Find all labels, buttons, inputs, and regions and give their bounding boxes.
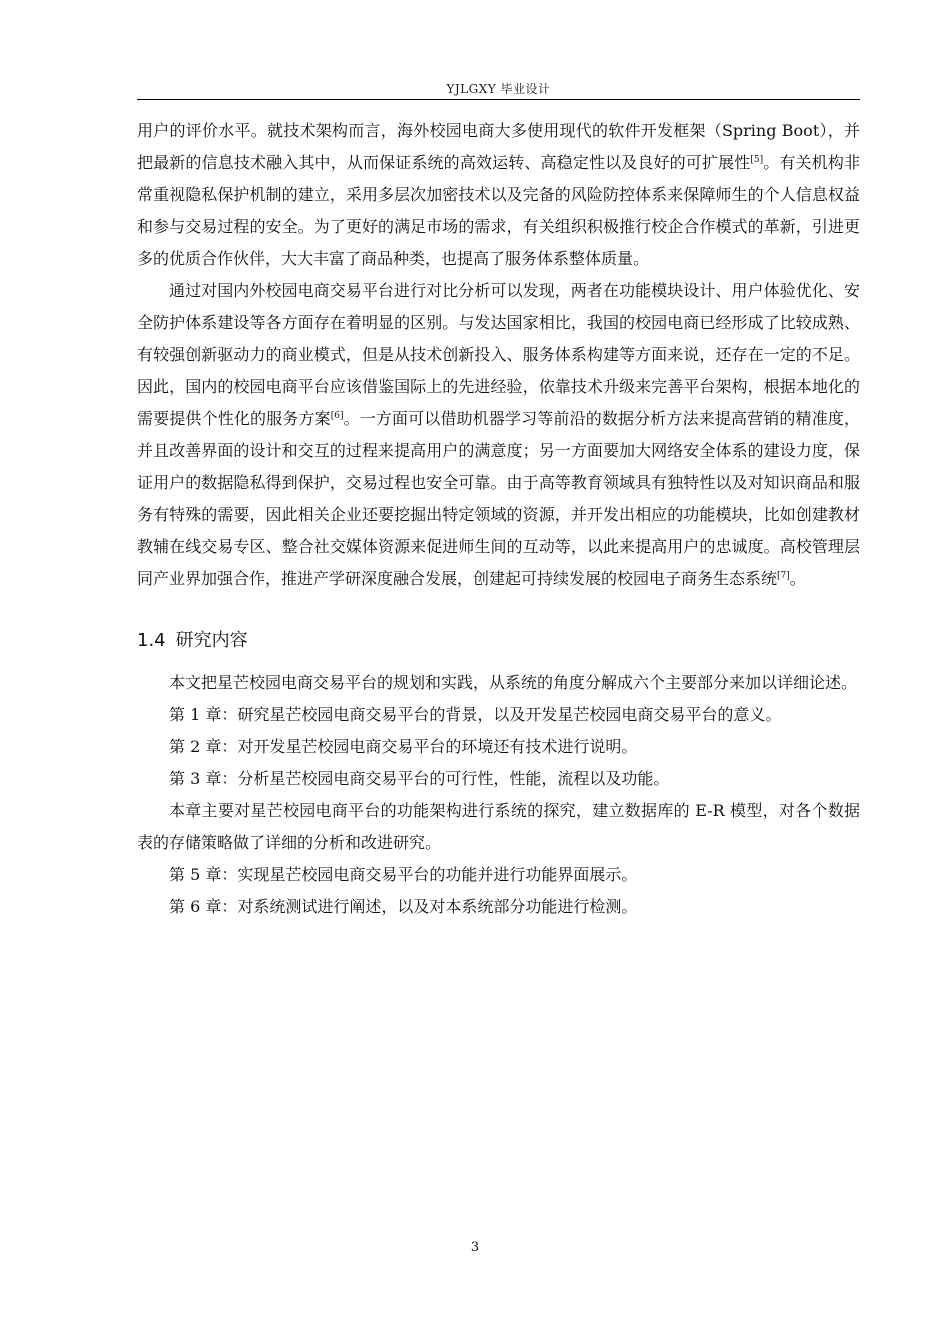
citation-ref: [5] <box>750 155 764 165</box>
page-header: YJLGXY 毕业设计 <box>446 82 551 96</box>
paragraph-text: 用户的评价水平。就技术架构而言，海外校园电商大多使用现代的软件开发框架（Spring Boot），并把最新的信息技术融入其中，从而保证系统的高效运转、高稳定性以及良好的可扩展性 <box>137 121 860 172</box>
citation-ref: [6] <box>330 411 344 421</box>
paragraph-text: 通过对国内外校园电商交易平台进行对比分析可以发现，两者在功能模块设计、用户体验优化、安全防护体系建设等各方面存在着明显的区别。与发达国家相比，我国的校园电商已经形成了比较成熟、有较强创新驱动力的商业模式，但是从技术创新投入、服务体系构建等方面来说，还存在一定的不足。因此，国内的校园电商平台应该借鉴国际上的先进经验，依靠技术升级来完善平台架构，根据本地化的需要提供个性化的服务方案 <box>137 281 860 428</box>
section-title: 研究内容 <box>175 630 248 651</box>
paragraph-text: 。 <box>789 569 806 588</box>
page-body <box>137 115 860 923</box>
paragraph-text: 。有关机构非常重视隐私保护机制的建立，采用多层次加密技术以及完备的风险防控体系来保障师生的个人信息权益和参与交易过程的安全。为了更好的满足市场的需求，有关组织积极推行校企合作模式的革新，引进更多的优质合作伙伴，大大丰富了商品种类，也提高了服务体系整体质量。 <box>137 153 860 268</box>
section-number: 1.4 <box>137 630 166 651</box>
paragraph: 第 6 章：对系统测试进行阐述，以及对本系统部分功能进行检测。 <box>169 897 638 916</box>
citation-ref: [7] <box>777 571 790 581</box>
paragraph: 第 5 章：实现星芒校园电商交易平台的功能并进行功能界面展示。 <box>169 865 638 884</box>
paragraph: 第 2 章：对开发星芒校园电商交易平台的环境还有技术进行说明。 <box>169 737 638 756</box>
page-number: 3 <box>470 1240 480 1255</box>
section-heading <box>137 625 860 657</box>
paragraph: 第 1 章：研究星芒校园电商交易平台的背景，以及开发星芒校园电商交易平台的意义。 <box>169 705 782 724</box>
paragraph: 本章主要对星芒校园电商平台的功能架构进行系统的探究，建立数据库的 E-R 模型，对各个数据表的存储策略做了详细的分析和改进研究。 <box>137 801 860 852</box>
paragraph <box>137 115 860 275</box>
paragraph: 第 3 章：分析星芒校园电商交易平台的可行性，性能，流程以及功能。 <box>169 769 670 788</box>
paragraph: 本文把星芒校园电商交易平台的规划和实践，从系统的角度分解成六个主要部分来加以详细论述。 <box>169 673 858 692</box>
paragraph-text: 。一方面可以借助机器学习等前沿的数据分析方法来提高营销的精准度，并且改善界面的设计和交互的过程来提高用户的满意度；另一方面要加大网络安全体系的建设力度，保证用户的数据隐私得到保护，交易过程也安全可靠。由于高等教育领域具有独特性以及对知识商品和服务有特殊的需要，因此相关企业还要挖掘出特定领域的资源，并开发出相应的功能模块，比如创建教材教辅在线交易专区、整合社交媒体资源来促进师生间的互动等，以此来提高用户的忠诚度。高校管理层同产业界加强合作，推进产学研深度融合发展，创建起可持续发展的校园电子商务生态系统 <box>137 409 860 588</box>
paragraph <box>137 275 860 595</box>
header-rule <box>137 99 860 100</box>
